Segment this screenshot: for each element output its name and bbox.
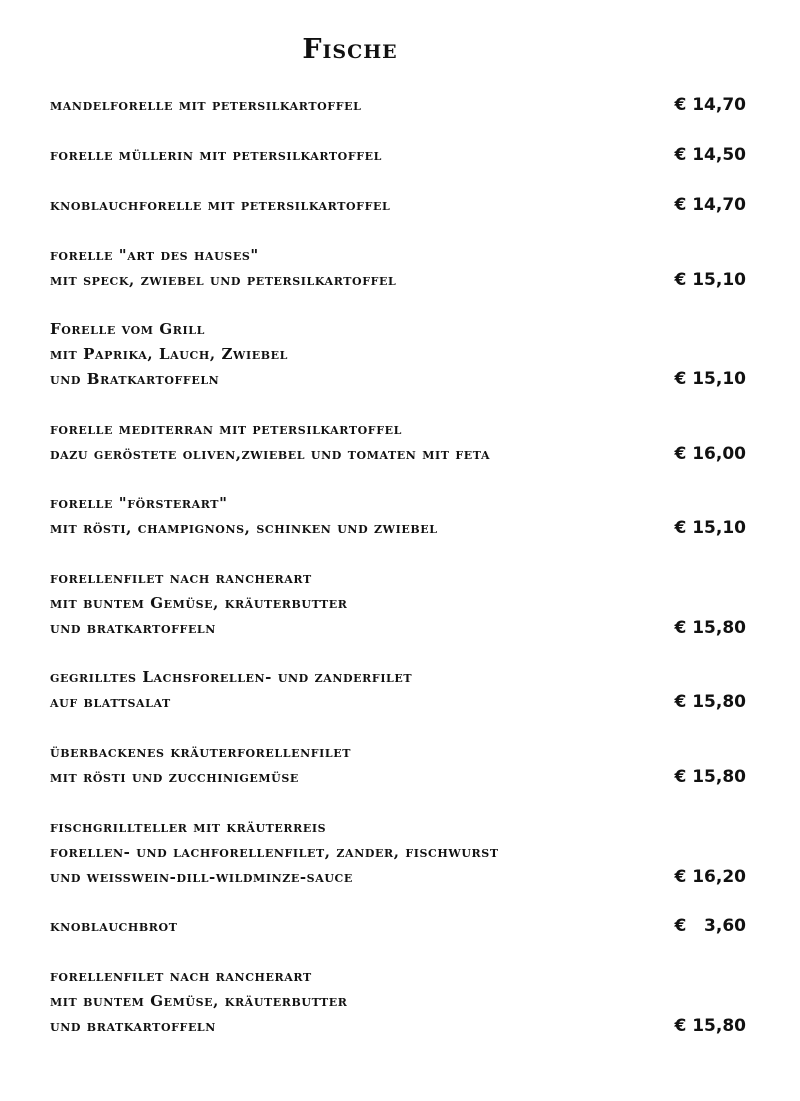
item-line: mit buntem Gemüse, kräuterbutter: [50, 992, 348, 1010]
item-price: € 16,20: [674, 867, 746, 887]
item-line: mit speck, zwiebel und petersilkartoffel: [50, 271, 397, 289]
item-line: und weisswein-dill-wildminze-sauce: [50, 868, 353, 886]
menu-item: [50, 665, 746, 715]
item-price: € 15,10: [674, 369, 746, 389]
item-line: und Bratkartoffeln: [50, 370, 220, 388]
menu-item: [50, 566, 746, 641]
item-line: mit rösti, champignons, schinken und zwiebel: [50, 519, 438, 537]
item-line: mandelforelle mit petersilkartoffel: [50, 96, 362, 114]
item-line: Forelle vom Grill: [50, 320, 205, 338]
item-price: € 15,10: [674, 518, 746, 538]
item-price: € 14,70: [674, 95, 746, 115]
item-price: € 14,50: [674, 145, 746, 165]
item-line: forelle müllerin mit petersilkartoffel: [50, 146, 383, 164]
menu-item: [50, 491, 746, 541]
menu-item: [50, 317, 746, 392]
item-line: mit rösti und zucchinigemüse: [50, 768, 299, 786]
item-price: € 16,00: [674, 444, 746, 464]
item-line: mit Paprika, Lauch, Zwiebel: [50, 345, 288, 363]
menu-item: [50, 243, 746, 293]
menu-item: [50, 964, 746, 1039]
item-line: und bratkartoffeln: [50, 1017, 216, 1035]
item-line: knoblauchforelle mit petersilkartoffel: [50, 196, 391, 214]
item-price: € 3,60: [674, 916, 746, 936]
item-price: € 15,80: [674, 692, 746, 712]
item-line: forelle "art des hauses": [50, 246, 259, 264]
item-line: und bratkartoffeln: [50, 619, 216, 637]
menu-item: [50, 193, 746, 218]
page-title: Fische: [302, 34, 398, 65]
item-price: € 15,10: [674, 270, 746, 290]
item-price: € 14,70: [674, 195, 746, 215]
item-line: mit buntem Gemüse, kräuterbutter: [50, 594, 348, 612]
item-line: überbackenes kräuterforellenfilet: [50, 743, 351, 761]
menu-item: [50, 93, 746, 118]
item-price: € 15,80: [674, 767, 746, 787]
menu-item: [50, 143, 746, 168]
item-line: forellen- und lachforellenfilet, zander, fischwurst: [50, 843, 499, 861]
item-price: € 15,80: [674, 1016, 746, 1036]
item-line: fischgrillteller mit kräuterreis: [50, 818, 327, 836]
item-line: forellenfilet nach rancherart: [50, 569, 312, 587]
menu-item: [50, 815, 746, 890]
menu-item: [50, 417, 746, 467]
menu-item: [50, 914, 746, 939]
item-price: € 15,80: [674, 618, 746, 638]
item-line: knoblauchbrot: [50, 917, 178, 935]
item-line: forelle "försterart": [50, 494, 228, 512]
item-line: forelle mediterran mit petersilkartoffel: [50, 420, 402, 438]
item-line: forellenfilet nach rancherart: [50, 967, 312, 985]
item-line: dazu geröstete oliven,zwiebel und tomaten mit feta: [50, 445, 491, 463]
menu-item: [50, 740, 746, 790]
item-line: auf blattsalat: [50, 693, 171, 711]
item-line: gegrilltes Lachsforellen- und zanderfilet: [50, 668, 413, 686]
